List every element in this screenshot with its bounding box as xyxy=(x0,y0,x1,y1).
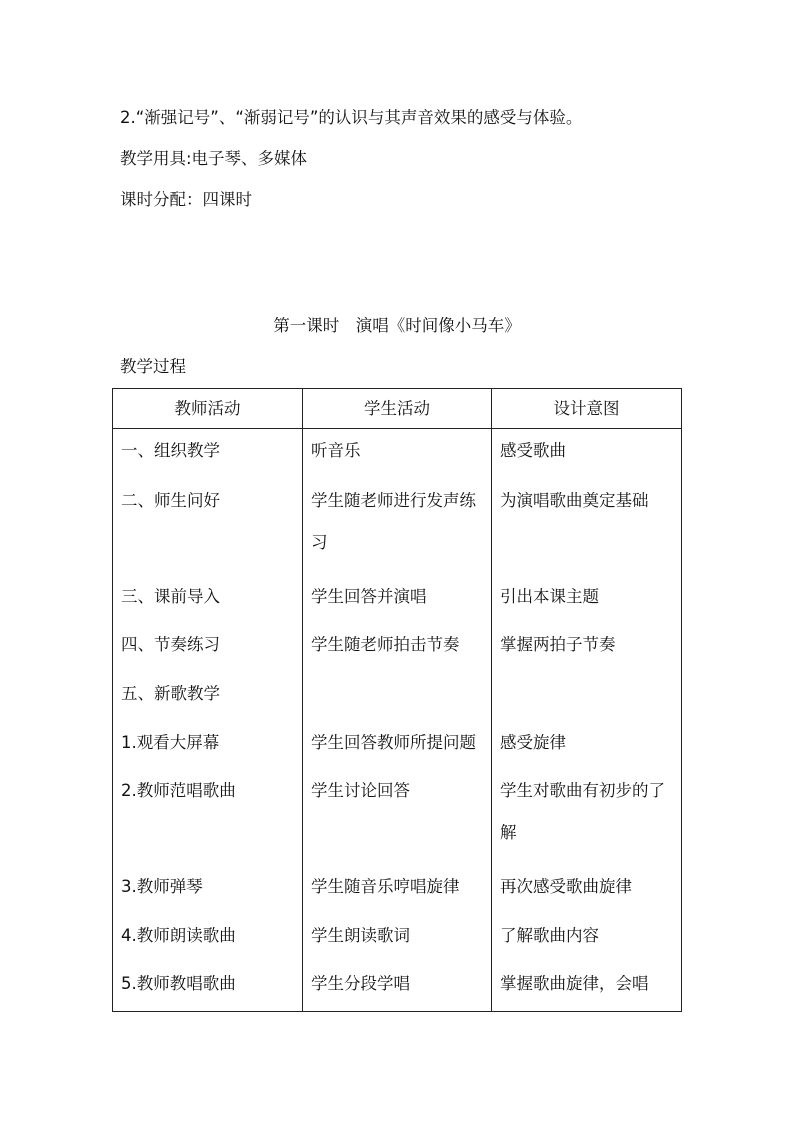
cell-text: 3.教师弹琴 xyxy=(121,877,203,897)
cell-text: 学生随音乐哼唱旋律 xyxy=(311,877,460,897)
table-row xyxy=(113,865,682,914)
cell-text: 感受歌曲 xyxy=(500,441,566,460)
teacher-activity-cell xyxy=(113,962,303,1011)
table-header-row xyxy=(113,389,682,429)
header-teacher-activity: 教师活动 xyxy=(113,389,303,429)
design-intent-cell xyxy=(492,623,682,672)
cell-text: 一、组织教学 xyxy=(121,441,220,460)
cell-text: 学生分段学唱 xyxy=(311,974,410,994)
design-intent-cell xyxy=(492,865,682,914)
design-intent-cell xyxy=(492,962,682,1011)
table-body xyxy=(113,429,682,1012)
student-activity-cell xyxy=(303,962,492,1011)
student-activity-cell xyxy=(303,575,492,624)
lesson-plan-table xyxy=(112,388,682,1012)
design-intent-cell xyxy=(492,575,682,624)
cell-text: 五、新歌教学 xyxy=(121,683,220,703)
student-activity-cell xyxy=(303,672,492,721)
table-row xyxy=(113,429,682,478)
teacher-activity-cell xyxy=(113,721,303,770)
cell-text: 感受旋律 xyxy=(500,732,566,752)
cell-text: 学生回答教师所提问题 xyxy=(311,732,476,752)
teacher-activity-cell xyxy=(113,672,303,721)
header-student-activity: 学生活动 xyxy=(303,389,492,429)
cell-text: 学生随老师拍击节奏 xyxy=(311,635,460,655)
student-activity-cell xyxy=(303,721,492,770)
teaching-tools-line: 教学用具:电子琴、多媒体 xyxy=(120,149,308,168)
cell-text: 2.教师范唱歌曲 xyxy=(121,781,236,801)
cell-text: 1.观看大屏幕 xyxy=(121,732,220,752)
cell-text: 学生回答并演唱 xyxy=(311,586,427,606)
design-intent-cell xyxy=(492,479,682,575)
table-row xyxy=(113,623,682,672)
student-activity-cell xyxy=(303,914,492,963)
header-design-intent: 设计意图 xyxy=(492,389,682,429)
cell-text: 学生朗读歌词 xyxy=(311,925,410,945)
cell-text: 学生讨论回答 xyxy=(311,781,410,801)
intro-line-1: 2.“渐强记号”、“渐弱记号”的认识与其声音效果的感受与体验。 xyxy=(120,108,583,127)
cell-text: 掌握两拍子节奏 xyxy=(500,635,616,655)
design-intent-cell xyxy=(492,769,682,865)
cell-text: 听音乐 xyxy=(311,441,361,460)
table-row xyxy=(113,914,682,963)
table-row xyxy=(113,575,682,624)
design-intent-cell xyxy=(492,672,682,721)
teacher-activity-cell xyxy=(113,865,303,914)
student-activity-cell xyxy=(303,429,492,478)
table-row xyxy=(113,479,682,575)
teacher-activity-cell xyxy=(113,575,303,624)
teacher-activity-cell xyxy=(113,769,303,865)
teacher-activity-cell xyxy=(113,429,303,478)
cell-text: 掌握歌曲旋律，会唱 xyxy=(500,974,649,994)
table-row xyxy=(113,721,682,770)
cell-text: 学生随老师进行发声练习 xyxy=(311,490,476,552)
design-intent-cell xyxy=(492,429,682,478)
table-row xyxy=(113,672,682,721)
cell-text: 三、课前导入 xyxy=(121,586,220,606)
cell-text: 5.教师教唱歌曲 xyxy=(121,974,236,994)
cell-text: 引出本课主题 xyxy=(500,586,599,606)
cell-text: 4.教师朗读歌曲 xyxy=(121,925,236,945)
table-row xyxy=(113,962,682,1011)
cell-text: 了解歌曲内容 xyxy=(500,925,599,945)
cell-text: 二、师生问好 xyxy=(121,490,220,510)
cell-text: 为演唱歌曲奠定基础 xyxy=(500,490,649,510)
lesson-title: 第一课时 演唱《时间像小马车》 xyxy=(273,316,521,335)
design-intent-cell xyxy=(492,914,682,963)
student-activity-cell xyxy=(303,769,492,865)
design-intent-cell xyxy=(492,721,682,770)
table-row xyxy=(113,769,682,865)
class-hours-line: 课时分配：四课时 xyxy=(120,190,252,209)
teacher-activity-cell xyxy=(113,914,303,963)
cell-text: 四、节奏练习 xyxy=(121,635,220,655)
cell-text: 学生对歌曲有初步的了解 xyxy=(500,781,665,843)
teacher-activity-cell xyxy=(113,479,303,575)
teaching-process-label: 教学过程 xyxy=(120,357,186,376)
student-activity-cell xyxy=(303,865,492,914)
teacher-activity-cell xyxy=(113,623,303,672)
cell-text: 再次感受歌曲旋律 xyxy=(500,877,632,897)
student-activity-cell xyxy=(303,479,492,575)
student-activity-cell xyxy=(303,623,492,672)
